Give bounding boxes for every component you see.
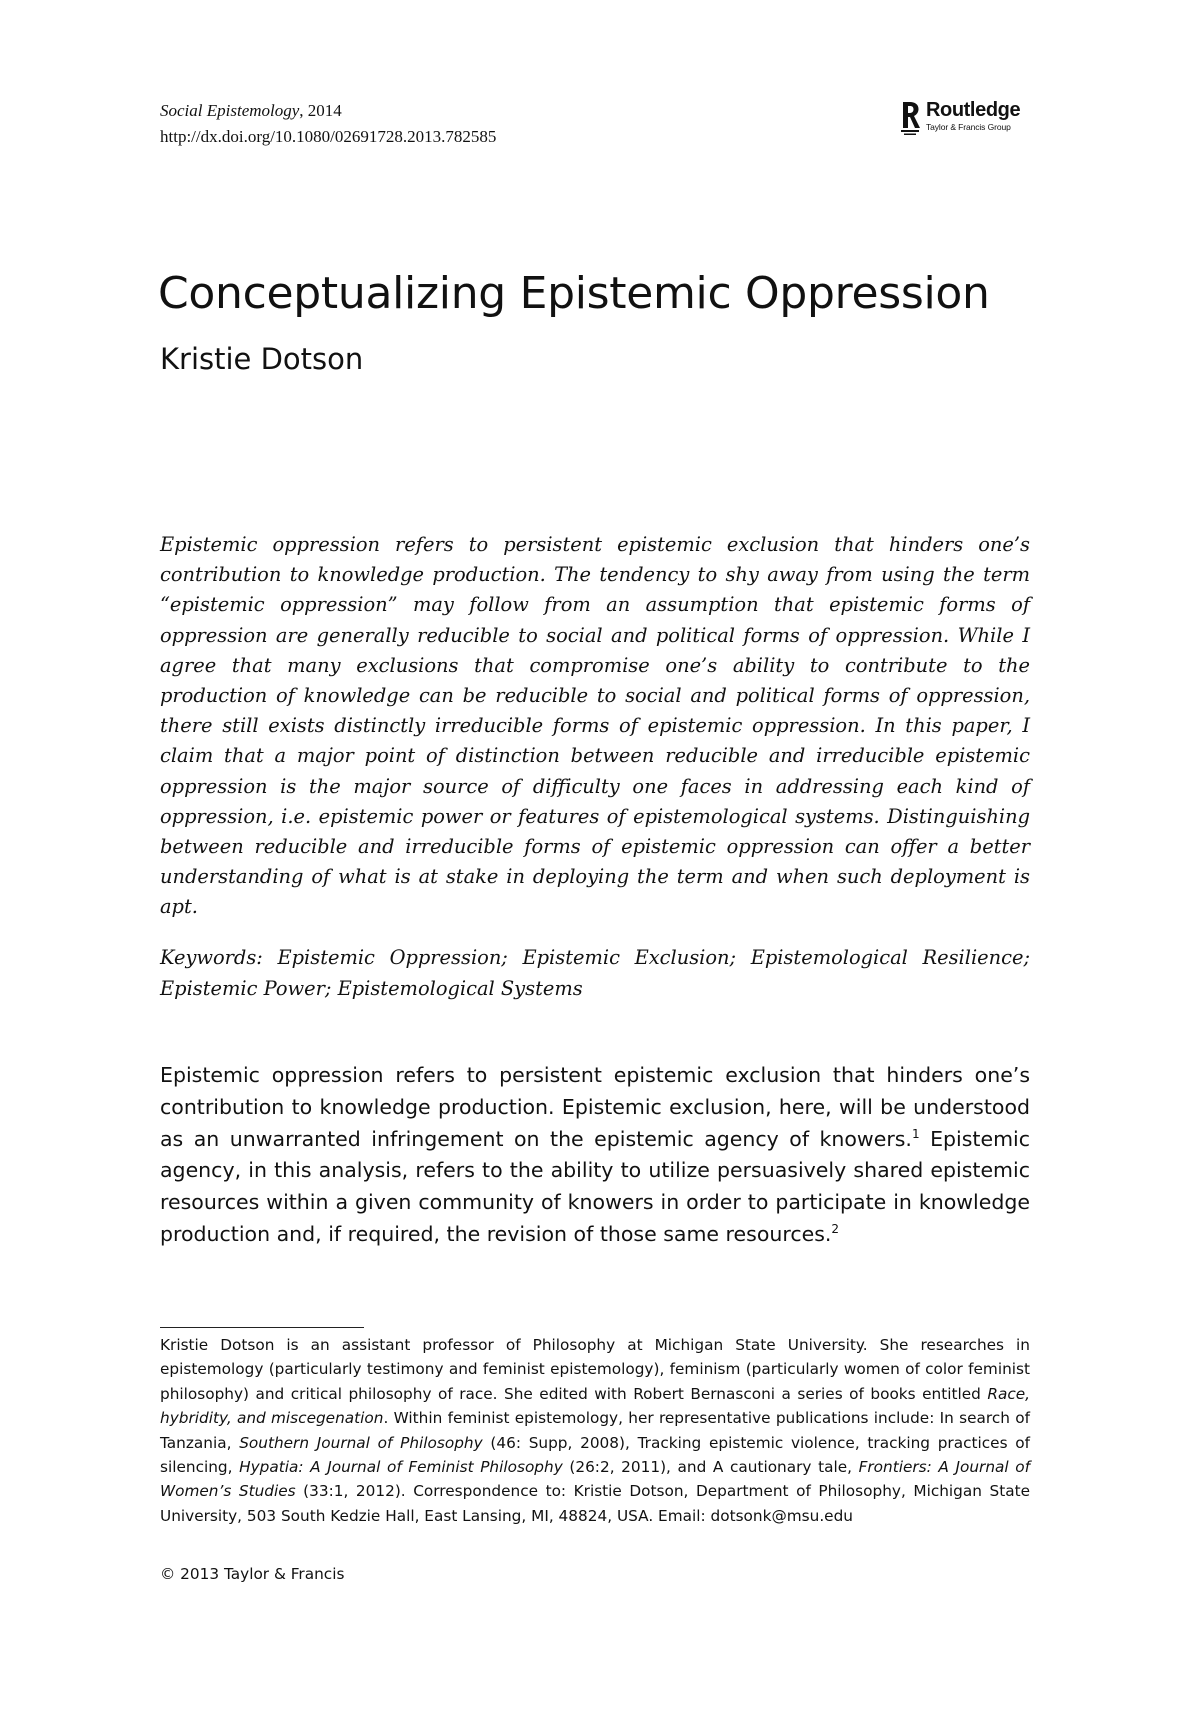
- publisher-text: [926, 100, 1020, 132]
- article-author: Kristie Dotson: [160, 342, 364, 376]
- publisher-name: Routledge: [926, 99, 1021, 121]
- footnote-text-3: (46: Supp, 2008), Tracking epistemic violence, tracking practices of silencing,: [160, 1433, 1031, 1477]
- footnote-text-5: (33:1, 2012). Correspondence to: Kristie Dotson, Department of Philosophy, Michigan State University, 503 South Kedzie Hall, East Lansing, MI, 48824, USA. Email: dotsonk@msu.edu: [160, 1482, 1030, 1525]
- body-paragraph: [160, 1060, 1030, 1251]
- publisher-group: Taylor & Francis Group: [926, 122, 1011, 132]
- footnote-title-1: Race, hybridity, and miscegenation: [160, 1384, 1030, 1428]
- body-text-part-1: Epistemic oppression refers to persistent epistemic exclusion that hinders one’s contribution to knowledge production. Epistemic exclusion, here, will be understood as an unwarranted infringement on the epistemic agency of knowers.: [160, 1063, 1030, 1151]
- article-title: Conceptualizing Epistemic Oppression: [158, 268, 990, 319]
- author-footnote: [160, 1333, 1030, 1528]
- footnote-title-3: Hypatia: A Journal of Feminist Philosophy: [239, 1458, 563, 1477]
- footnote-ref-2[interactable]: 2: [831, 1222, 840, 1237]
- footnote-title-4: Frontiers: A Journal of Women’s Studies: [160, 1458, 1030, 1501]
- footnote-text-1: Kristie Dotson is an assistant professor of Philosophy at Michigan State University. She researches in epistemology (particularly testimony and feminist epistemology), feminism (particularly women of color feminist philosophy) and critical philosophy of race. She edited with Robert Bernasconi a series of books entitled: [160, 1336, 1030, 1403]
- publisher-logo: [900, 100, 1020, 138]
- abstract: Epistemic oppression refers to persistent epistemic exclusion that hinders one’s contribution to knowledge production. The tendency to shy away from using the term “epistemic oppression” may follow from an assumption that epistemic forms of oppression are generally reducible to social and political forms of oppression. While I agree that many exclusions that compromise one’s ability to contribute to the production of knowledge can be reducible to social and political forms of oppression, there still exists distinctly irreducible forms of epistemic oppression. In this paper, I claim that a major point of distinction between reducible and irreducible epistemic oppression is the major source of difficulty one faces in addressing each kind of oppression, i.e. epistemic power or features of epistemological systems. Distinguishing between reducible and irreducible forms of epistemic oppression can offer a better understanding of what is at stake in deploying the term and when such deployment is apt.: [160, 533, 1030, 919]
- download-watermark: [8, 0, 36, 1710]
- journal-name: Social Epistemology: [160, 101, 300, 120]
- body-text-part-2: Epistemic agency, in this analysis, refers to the ability to utilize persuasively shared epistemic resources within a given community of knowers in order to participate in knowledge production and, if required, the revision of those same resources.: [160, 1126, 1031, 1246]
- footnote-text-2: . Within feminist epistemology, her representative publications include: In search of Tanzania,: [160, 1409, 1030, 1452]
- journal-header: [160, 98, 496, 150]
- journal-year: , 2014: [299, 101, 342, 120]
- copyright-notice: © 2013 Taylor & Francis: [160, 1565, 345, 1583]
- doi-link[interactable]: http://dx.doi.org/10.1080/02691728.2013.782585: [160, 127, 497, 146]
- keywords: Keywords: Epistemic Oppression; Epistemic Exclusion; Epistemological Resilience; Epistemic Power; Epistemological Systems: [160, 946, 1030, 1000]
- footnote-divider: [160, 1327, 364, 1328]
- routledge-logo-icon: [900, 100, 920, 138]
- footnote-title-2: Southern Journal of Philosophy: [239, 1433, 483, 1452]
- footnote-text-4: (26:2, 2011), and A cautionary tale,: [562, 1458, 859, 1477]
- journal-citation: [160, 98, 496, 124]
- footnote-ref-1[interactable]: 1: [911, 1126, 920, 1141]
